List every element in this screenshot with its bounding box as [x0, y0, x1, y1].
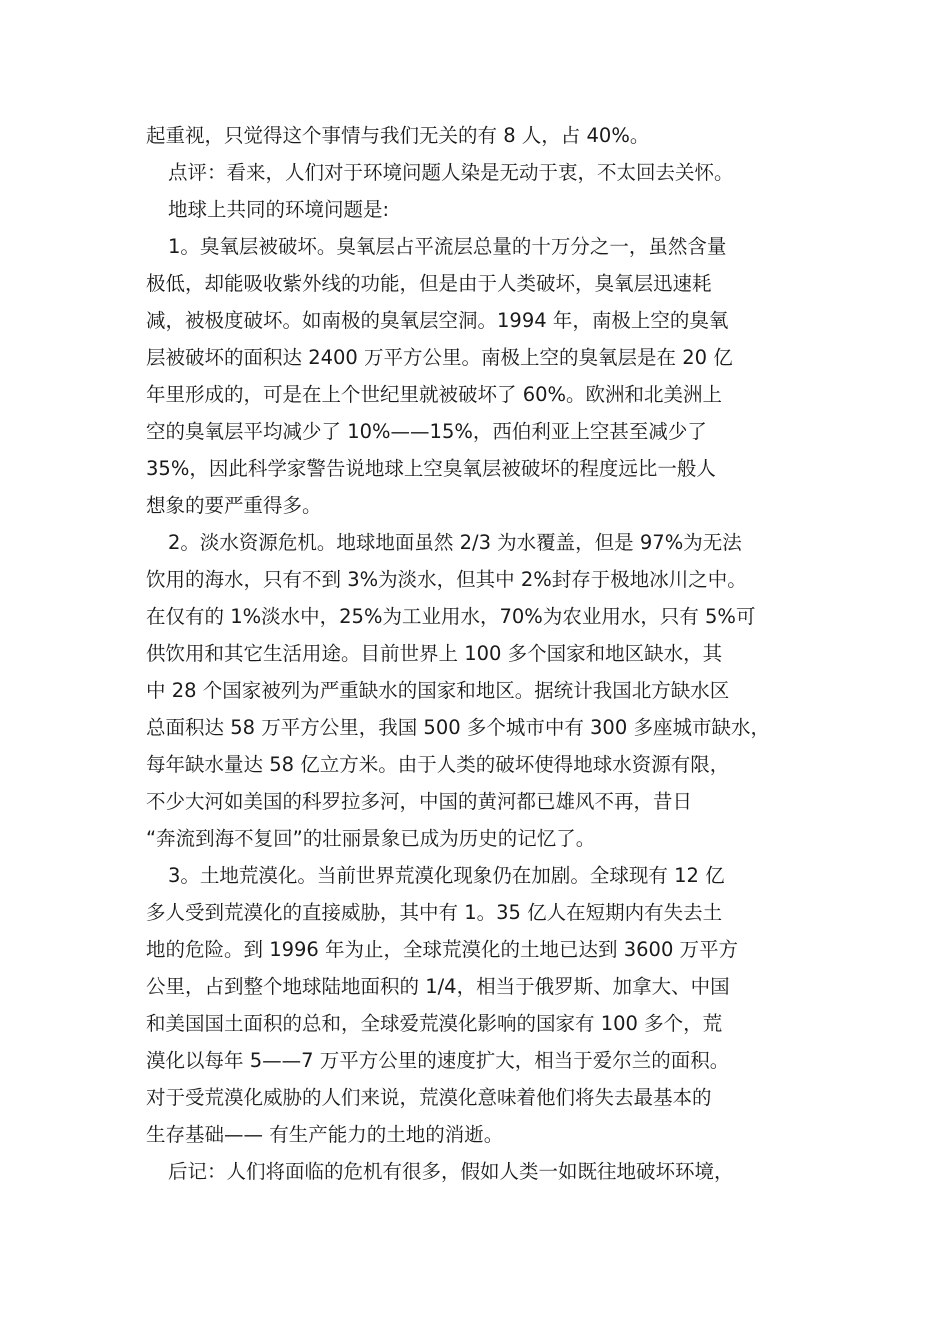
text-line: 和美国国土面积的总和，全球爱荒漠化影响的国家有 100 多个，荒 — [146, 1012, 723, 1035]
text-line: 公里，占到整个地球陆地面积的 1/4，相当于俄罗斯、加拿大、中国 — [146, 975, 730, 998]
text-line: 地球上共同的环境问题是: — [168, 198, 390, 221]
text-line: 多人受到荒漠化的直接威胁，其中有 1。35 亿人在短期内有失去土 — [146, 901, 723, 924]
text-line: 对于受荒漠化威胁的人们来说，荒漠化意味着他们将失去最基本的 — [146, 1086, 712, 1109]
text-line: 中 28 个国家被列为严重缺水的国家和地区。据统计我国北方缺水区 — [146, 679, 730, 702]
text-line: 饮用的海水，只有不到 3%为淡水，但其中 2%封存于极地冰川之中。 — [146, 568, 747, 591]
text-line: 层被破坏的面积达 2400 万平方公里。南极上空的臭氧层是在 20 亿 — [146, 346, 733, 369]
text-line: “奔流到海不复回”的壮丽景象已成为历史的记忆了。 — [146, 827, 596, 850]
text-line: 供饮用和其它生活用途。目前世界上 100 多个国家和地区缺水，其 — [146, 642, 723, 665]
text-line: 空的臭氧层平均减少了 10%——15%，西伯利亚上空甚至减少了 — [146, 420, 707, 443]
text-line: 35%，因此科学家警告说地球上空臭氧层被破坏的程度远比一般人 — [146, 457, 716, 480]
text-line: 后记：人们将面临的危机有很多，假如人类一如既往地破坏环境， — [168, 1160, 734, 1183]
text-line: 每年缺水量达 58 亿立方米。由于人类的破坏使得地球水资源有限， — [146, 753, 730, 776]
text-line: 点评：看来，人们对于环境问题人染是无动于衷，不太回去关怀。 — [168, 161, 734, 184]
text-line: 想象的要严重得多。 — [146, 494, 322, 517]
text-line: 生存基础—— 有生产能力的土地的消逝。 — [146, 1123, 504, 1146]
text-line: 1。臭氧层被破坏。臭氧层占平流层总量的十万分之一，虽然含量 — [168, 235, 727, 258]
text-line: 3。土地荒漠化。当前世界荒漠化现象仍在加剧。全球现有 12 亿 — [168, 864, 725, 887]
document-body — [146, 117, 816, 1190]
text-line: 年里形成的，可是在上个世纪里就被破坏了 60%。欧洲和北美洲上 — [146, 383, 723, 406]
text-line: 在仅有的 1%淡水中，25%为工业用水，70%为农业用水，只有 5%可 — [146, 605, 756, 628]
text-line: 减，被极度破坏。如南极的臭氧层空洞。1994 年，南极上空的臭氧 — [146, 309, 729, 332]
text-line: 漠化以每年 5——7 万平方公里的速度扩大，相当于爱尔兰的面积。 — [146, 1049, 730, 1072]
text-line: 极低，却能吸收紫外线的功能，但是由于人类破坏，臭氧层迅速耗 — [146, 272, 712, 295]
text-line: 总面积达 58 万平方公里，我国 500 多个城市中有 300 多座城市缺水， — [146, 716, 770, 739]
text-line: 地的危险。到 1996 年为止，全球荒漠化的土地已达到 3600 万平方 — [146, 938, 739, 961]
text-line: 起重视，只觉得这个事情与我们无关的有 8 人，占 40%。 — [146, 124, 650, 147]
text-line: 2。淡水资源危机。地球地面虽然 2/3 为水覆盖，但是 97%为无法 — [168, 531, 742, 554]
text-line: 不少大河如美国的科罗拉多河，中国的黄河都已雄风不再，昔日 — [146, 790, 693, 813]
